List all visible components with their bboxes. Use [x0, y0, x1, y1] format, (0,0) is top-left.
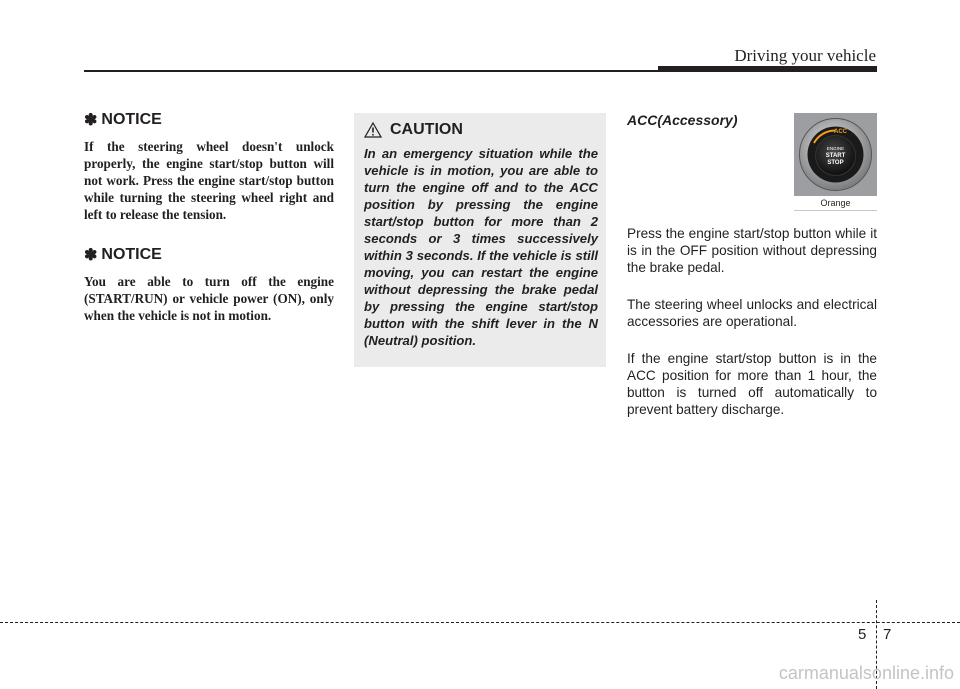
start-stop-button-photo [794, 113, 877, 196]
caution-heading [364, 121, 598, 139]
acc-label: ACC [834, 129, 847, 135]
notice-heading [84, 245, 334, 265]
watermark: carmanualsonline.info [778, 663, 954, 683]
footer-rule [0, 622, 960, 623]
acc-paragraph: The steering wheel unlocks and electrical accessories are operational. [627, 297, 877, 329]
acc-title: ACC(Accessory) [627, 112, 738, 128]
notice-heading [84, 110, 334, 130]
header-rule-accent [658, 66, 877, 72]
notice-heading-text: NOTICE [101, 246, 162, 263]
caution-heading-text: CAUTION [390, 121, 463, 138]
caution-body: In an emergency situation while the vehicle is in motion, you are able to turn the engine off and to the ACC position by pressing the engine start/stop button for more than 2 seconds or 3 times successively within 3 seconds. If the vehicle is still moving, you can restart the engine without depressing the brake pedal by pressing the engine start/stop button with the shift lever in the N (Neutral) position. [364, 146, 598, 348]
notice-column [84, 110, 334, 324]
button-label-engine: ENGINE [826, 146, 845, 151]
warning-triangle-icon [364, 122, 382, 138]
notice-steering [84, 110, 334, 223]
button-label-start: START [825, 153, 846, 159]
notice-star-icon: ✽ [84, 112, 98, 129]
caution-box [354, 113, 606, 367]
notice-engine-off [84, 245, 334, 324]
button-label-stop: STOP [827, 160, 844, 166]
section-number: 5 [858, 626, 867, 643]
notice-heading-text: NOTICE [101, 111, 162, 128]
start-stop-button-icon [794, 113, 877, 196]
notice-star-icon: ✽ [84, 247, 98, 264]
photo-caption: Orange [794, 196, 877, 211]
acc-paragraph: If the engine start/stop button is in the ACC position for more than 1 hour, the button is turned off automatically to prevent battery discharge. [627, 351, 877, 417]
acc-paragraph: Press the engine start/stop button while it is in the OFF position without depressing the brake pedal. [627, 226, 877, 275]
page-number: 7 [883, 626, 892, 643]
header-rule [84, 70, 664, 72]
notice-body: If the steering wheel doesn't unlock properly, the engine start/stop button will not work. Press the engine start/stop button while turning the steering wheel right and left to release the tension. [84, 139, 334, 222]
notice-body: You are able to turn off the engine (START/RUN) or vehicle power (ON), only when the vehicle is not in motion. [84, 274, 334, 323]
running-header: Driving your vehicle [734, 46, 876, 65]
